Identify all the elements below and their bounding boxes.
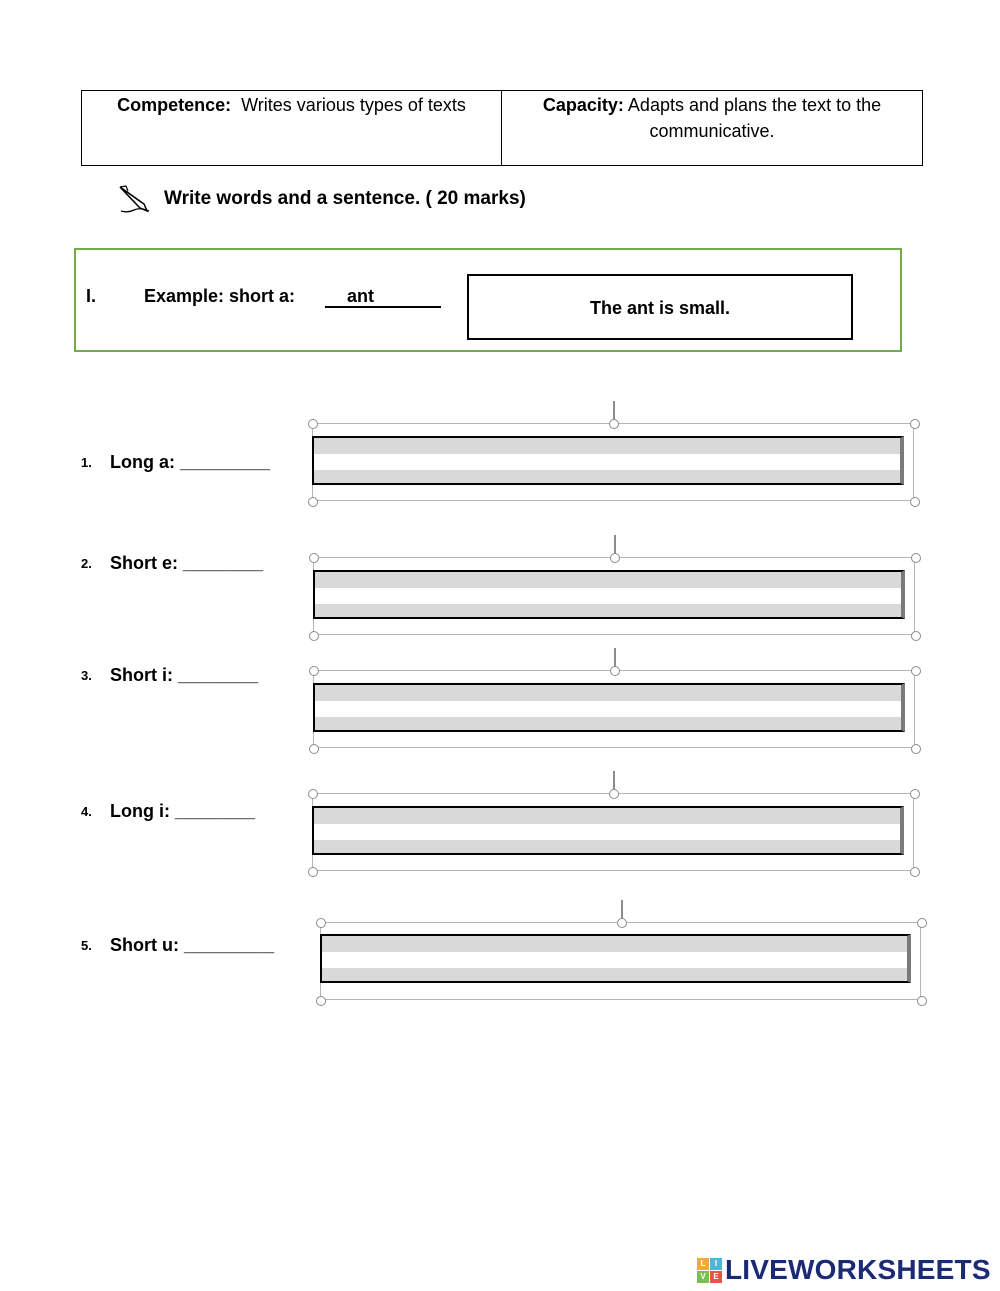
logo-mark-letter: V <box>697 1271 709 1283</box>
answer-input[interactable] <box>312 806 904 855</box>
resize-handle[interactable] <box>309 553 319 563</box>
rotate-handle-line <box>613 401 615 421</box>
capacity-label: Capacity: <box>542 95 624 115</box>
item-label: Long a: _________ <box>110 452 271 472</box>
item-label: Short i: ________ <box>110 665 259 685</box>
item-number: 5. <box>81 938 92 953</box>
resize-handle[interactable] <box>609 789 619 799</box>
rotate-handle-line <box>614 535 616 555</box>
resize-handle[interactable] <box>910 419 920 429</box>
item-number: 3. <box>81 668 92 683</box>
competence-label: Competence: <box>117 95 232 115</box>
writing-line <box>315 572 901 588</box>
resize-handle[interactable] <box>910 497 920 507</box>
resize-handle[interactable] <box>910 867 920 877</box>
writing-line <box>314 840 900 855</box>
instruction-text: Write words and a sentence. ( 20 marks) <box>164 188 526 209</box>
writing-line <box>322 968 907 983</box>
instruction <box>118 182 526 216</box>
item-label: Short u: _________ <box>110 935 275 955</box>
item-label: Long i: ________ <box>110 801 256 821</box>
resize-handle[interactable] <box>309 744 319 754</box>
competence-cell <box>82 91 502 165</box>
resize-handle[interactable] <box>610 666 620 676</box>
resize-handle[interactable] <box>316 996 326 1006</box>
liveworksheets-logo <box>697 1253 991 1287</box>
resize-handle[interactable] <box>308 789 318 799</box>
writing-line <box>314 470 900 485</box>
writing-line <box>314 454 900 470</box>
resize-handle[interactable] <box>911 666 921 676</box>
example-sentence: The ant is small. <box>467 274 853 340</box>
answer-input[interactable] <box>313 570 905 619</box>
logo-mark-letter: I <box>710 1258 722 1270</box>
writing-line <box>315 717 901 732</box>
item-number: 2. <box>81 556 92 571</box>
capacity-cell <box>502 91 922 165</box>
resize-handle[interactable] <box>610 553 620 563</box>
resize-handle[interactable] <box>617 918 627 928</box>
rotate-handle-line <box>614 648 616 668</box>
example-answer: ant <box>325 286 441 308</box>
writing-line <box>322 936 907 952</box>
pencil-icon <box>118 184 152 214</box>
resize-handle[interactable] <box>911 631 921 641</box>
writing-line <box>315 604 901 619</box>
writing-line <box>314 824 900 840</box>
writing-line <box>314 438 900 454</box>
resize-handle[interactable] <box>911 553 921 563</box>
writing-line <box>322 952 907 968</box>
resize-handle[interactable] <box>309 666 319 676</box>
writing-line <box>315 588 901 604</box>
resize-handle[interactable] <box>316 918 326 928</box>
example-label: Example: short a: <box>144 286 296 306</box>
resize-handle[interactable] <box>308 867 318 877</box>
competence-text: Writes various types of texts <box>241 95 466 115</box>
item-number: 4. <box>81 804 92 819</box>
resize-handle[interactable] <box>609 419 619 429</box>
resize-handle[interactable] <box>917 918 927 928</box>
logo-mark-letter: L <box>697 1258 709 1270</box>
writing-line <box>314 808 900 824</box>
resize-handle[interactable] <box>308 419 318 429</box>
answer-input[interactable] <box>313 683 905 732</box>
rotate-handle-line <box>621 900 623 920</box>
logo-text: LIVEWORKSHEETS <box>725 1254 991 1285</box>
example-number: I. <box>86 286 97 306</box>
resize-handle[interactable] <box>309 631 319 641</box>
logo-mark <box>697 1258 722 1283</box>
writing-line <box>315 701 901 717</box>
logo-mark-letter: E <box>710 1271 722 1283</box>
competence-table <box>81 90 923 166</box>
answer-input[interactable] <box>320 934 911 983</box>
writing-line <box>315 685 901 701</box>
answer-input[interactable] <box>312 436 904 485</box>
item-number: 1. <box>81 455 92 470</box>
resize-handle[interactable] <box>917 996 927 1006</box>
capacity-text: Adapts and plans the text to the communicative. <box>627 95 882 141</box>
item-label: Short e: ________ <box>110 553 264 573</box>
resize-handle[interactable] <box>308 497 318 507</box>
resize-handle[interactable] <box>911 744 921 754</box>
rotate-handle-line <box>613 771 615 791</box>
resize-handle[interactable] <box>910 789 920 799</box>
